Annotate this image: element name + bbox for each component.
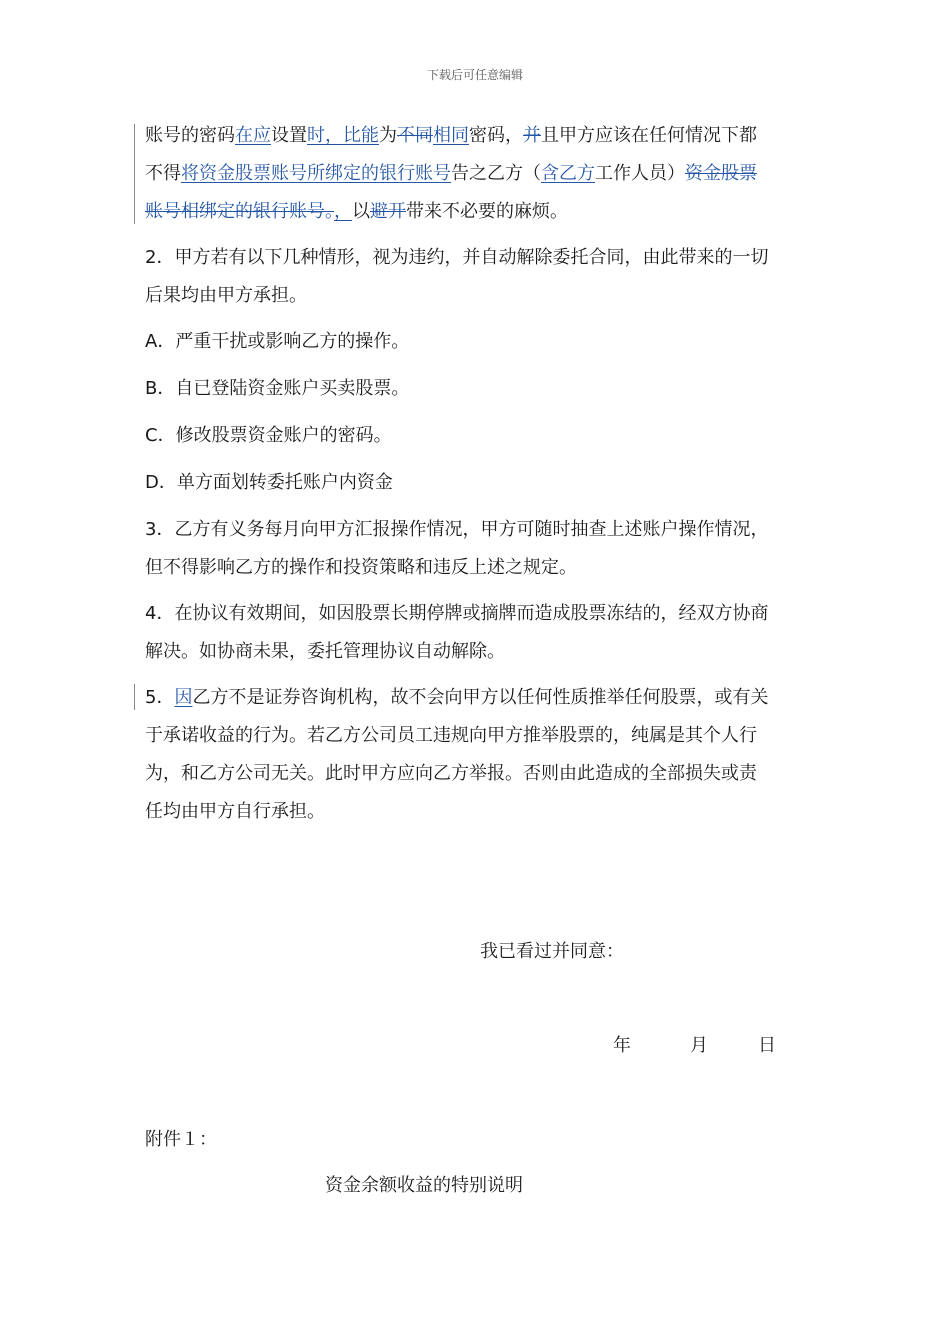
item-b: B．自已登陆资金账户买卖股票。 bbox=[145, 378, 410, 399]
text-run: 设置 bbox=[271, 125, 307, 146]
text-run: 不得 bbox=[145, 163, 181, 184]
para2-line1: 2．甲方若有以下几种情形，视为违约，并自动解除委托合同，由此带来的一切 bbox=[145, 247, 769, 268]
inserted-text: 因 bbox=[174, 687, 193, 708]
text-run: 乙方不是证券咨询机构，故不会向甲方以任何性质推举任何股票，或有关 bbox=[192, 687, 769, 708]
deleted-text: 账号相绑定的银行账号。 bbox=[145, 201, 334, 222]
para5-line1 bbox=[145, 686, 768, 710]
agree-statement: 我已看过并同意： bbox=[480, 941, 624, 962]
para1-line1 bbox=[145, 124, 757, 148]
item-d: D．单方面划转委托账户内资金 bbox=[145, 472, 393, 493]
item-a: A．严重干扰或影响乙方的操作。 bbox=[145, 331, 410, 352]
change-bar bbox=[134, 684, 135, 710]
inserted-text: 时，比能 bbox=[307, 125, 379, 146]
deleted-text: 避开 bbox=[370, 201, 406, 222]
para2-line2: 后果均由甲方承担。 bbox=[145, 285, 307, 306]
para4-line2: 解决。如协商未果，委托管理协议自动解除。 bbox=[145, 641, 505, 662]
deleted-text: 并 bbox=[523, 125, 541, 146]
date-year: 年 bbox=[613, 1035, 631, 1056]
inserted-text: 将资金股票账号所绑定的银行账号 bbox=[181, 163, 451, 184]
attachment-label: 附件１： bbox=[145, 1129, 217, 1150]
para3-line2: 但不得影响乙方的操作和投资策略和违反上述之规定。 bbox=[145, 557, 577, 578]
para5-line2: 于承诺收益的行为。若乙方公司员工违规向甲方推举股票的，纯属是其个人行 bbox=[145, 725, 757, 746]
text-run: 带来不必要的麻烦。 bbox=[406, 201, 568, 222]
deleted-text: 不同 bbox=[397, 125, 433, 146]
inserted-text: 相同 bbox=[433, 125, 469, 146]
text-run: 以 bbox=[352, 201, 370, 222]
deleted-text: 资金股票 bbox=[685, 163, 757, 184]
item-c: C．修改股票资金账户的密码。 bbox=[145, 425, 392, 446]
attachment-title: 资金余额收益的特别说明 bbox=[325, 1175, 523, 1196]
para5-line3: 为，和乙方公司无关。此时甲方应向乙方举报。否则由此造成的全部损失或责 bbox=[145, 763, 757, 784]
text-run: 账号的密码 bbox=[145, 125, 235, 146]
para5-line4: 任均由甲方自行承担。 bbox=[145, 801, 325, 822]
inserted-text: 在应 bbox=[235, 125, 271, 146]
para4-line1: 4．在协议有效期间，如因股票长期停牌或摘牌而造成股票冻结的，经双方协商 bbox=[145, 603, 769, 624]
text-run: 为 bbox=[379, 125, 397, 146]
date-month: 月 bbox=[690, 1035, 708, 1056]
inserted-text: ， bbox=[334, 201, 352, 222]
page-header: 下载后可任意编辑 bbox=[426, 68, 523, 82]
para1-line3 bbox=[145, 200, 568, 224]
text-run: 且甲方应该在任何情况下都 bbox=[541, 125, 757, 146]
inserted-text: 含乙方 bbox=[541, 163, 595, 184]
para1-line2 bbox=[145, 162, 757, 186]
text-run: 密码， bbox=[469, 125, 523, 146]
text-run: 告之乙方（ bbox=[451, 163, 541, 184]
date-day: 日 bbox=[758, 1035, 776, 1056]
change-bar bbox=[134, 124, 135, 224]
para3-line1: 3．乙方有义务每月向甲方汇报操作情况，甲方可随时抽查上述账户操作情况， bbox=[145, 519, 769, 540]
text-run: 5． bbox=[145, 687, 175, 708]
text-run: 工作人员） bbox=[595, 163, 685, 184]
